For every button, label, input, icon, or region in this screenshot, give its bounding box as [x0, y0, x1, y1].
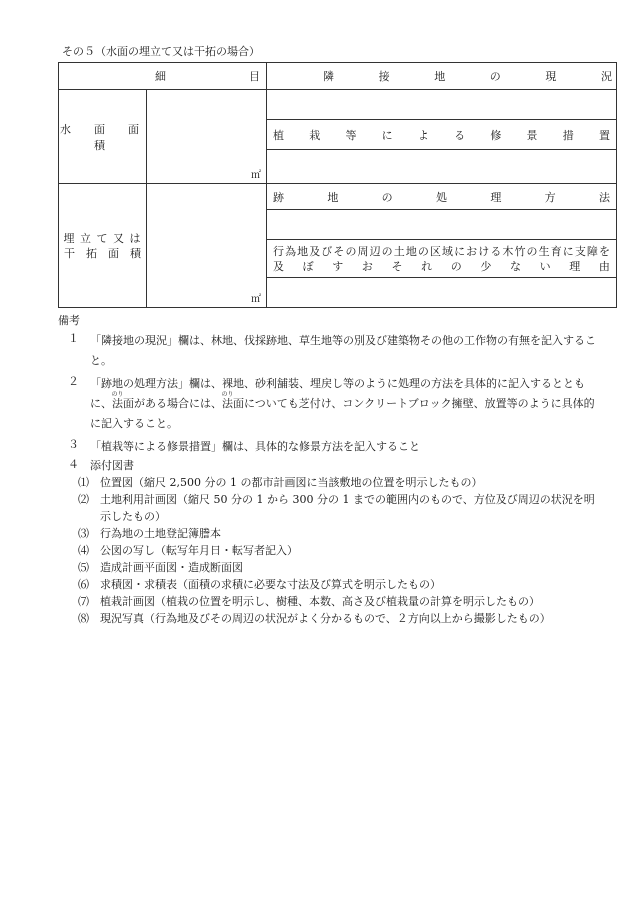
attachment-item — [78, 576, 598, 593]
label-reason-line1: 行為地及びその周辺の土地の区域における木竹の生育に支障を — [273, 244, 610, 258]
attachment-text: 現況写真（行為地及びその周辺の状況がよく分かるもので、２方向以上から撮影したもの） — [100, 612, 551, 625]
header-cell-detail — [59, 63, 267, 90]
label-char: 植 — [273, 128, 284, 142]
attachment-number: ⑵ — [78, 493, 89, 506]
label-char: 及 — [273, 259, 284, 273]
attachment-item — [78, 491, 598, 525]
label-reclaim-area — [59, 184, 147, 308]
header-char: 現 — [545, 70, 557, 83]
label-char: そ — [391, 259, 403, 273]
label-char: お — [361, 259, 373, 273]
attachment-text: 位置図（縮尺 2,500 分の 1 の都市計画図に当該敷地の位置を明示したもの） — [100, 476, 483, 489]
notes-section — [58, 313, 598, 627]
header-char: 接 — [378, 70, 390, 83]
note-text — [90, 374, 598, 434]
note-number: １ — [68, 332, 79, 345]
label-water-area — [59, 90, 162, 184]
label-char: 措 — [562, 128, 574, 142]
label-char: る — [454, 128, 466, 142]
label-char: 法 — [598, 190, 610, 204]
attachment-number: ⑶ — [78, 527, 89, 540]
ruby-nori — [111, 391, 124, 410]
input-adjacent-status[interactable] — [267, 90, 617, 120]
input-disposal-method[interactable] — [267, 210, 617, 240]
label-reclaim-line2: 干 拓 面 積 — [64, 246, 141, 260]
note-item — [68, 331, 598, 371]
attachment-number: ⑹ — [78, 578, 89, 591]
header-char: の — [489, 70, 501, 83]
label-char: な — [510, 259, 521, 273]
label-char: 少 — [480, 259, 492, 273]
attachment-item — [78, 542, 598, 559]
attachment-text: 造成計画平面図・造成断面図 — [100, 561, 243, 574]
label-char: す — [332, 259, 344, 273]
input-water-area[interactable] — [147, 90, 267, 184]
input-reclaim-area[interactable] — [147, 184, 267, 308]
attachment-text: 行為地の土地登記簿謄本 — [100, 527, 221, 540]
attachment-item — [78, 559, 598, 576]
ruby-nori — [221, 391, 234, 410]
label-char: に — [381, 128, 393, 142]
note-item — [68, 437, 598, 457]
label-reclaim-line1: 埋 立 て 又 は — [63, 231, 142, 245]
form-table — [58, 62, 617, 308]
label-disposal-method — [267, 184, 617, 210]
ruby-base: 法 — [111, 397, 124, 410]
label-water-area-text: 水 面 面 積 — [60, 122, 162, 152]
label-char: 跡 — [273, 190, 284, 204]
label-low-risk-reason — [267, 240, 617, 278]
attachment-item — [78, 610, 598, 627]
label-char: 方 — [544, 190, 556, 204]
unit-sqm: ㎡ — [251, 294, 261, 305]
unit-sqm: ㎡ — [251, 170, 261, 181]
label-char: 等 — [345, 128, 357, 142]
attachment-number: ⑷ — [78, 544, 89, 557]
note-number: ４ — [68, 458, 79, 471]
attachment-text: 土地利用計画図（縮尺 50 分の 1 から 300 分の 1 までの範囲内のもので、方位及び周辺の状況を明示したもの） — [100, 493, 595, 523]
note-text: 「隣接地の現況」欄は、林地、伐採跡地、草生地等の別及び建築物その他の工作物の有無を記入すること。 — [90, 334, 596, 367]
note-text-part: 面がある場合には、 — [123, 397, 222, 410]
attachment-item — [78, 593, 598, 610]
label-char: 理 — [490, 190, 502, 204]
label-char: ぼ — [302, 259, 314, 273]
label-char: 地 — [327, 190, 339, 204]
attachment-number: ⑺ — [78, 595, 89, 608]
note-item — [68, 374, 598, 434]
label-char: 置 — [598, 128, 610, 142]
label-char: の — [450, 259, 462, 273]
attachment-number: ⑸ — [78, 561, 89, 574]
header-label-2: 目 — [249, 70, 260, 83]
input-low-risk-reason[interactable] — [267, 278, 617, 308]
label-char: 修 — [490, 128, 502, 142]
note-text-part: 「跡地の処理方法」欄は、裸地、砂利舗装、埋戻し等のように処理の方法を具体的に記入するとともに、 — [90, 377, 585, 410]
note-number: ２ — [68, 375, 79, 388]
label-char: よ — [417, 128, 429, 142]
attachment-text: 公図の写し（転写年月日・転写者記入） — [100, 544, 298, 557]
label-landscape-measure — [267, 120, 617, 150]
label-char: い — [539, 259, 551, 273]
note-number: ３ — [68, 438, 79, 451]
label-char: 理 — [569, 259, 581, 273]
attachment-item — [78, 525, 598, 542]
ruby-reading: のり — [111, 391, 124, 398]
note-text: 「植栽等による修景措置」欄は、具体的な修景方法を記入すること — [90, 440, 420, 453]
ruby-base: 法 — [221, 397, 234, 410]
header-char: 況 — [600, 70, 612, 83]
note-text-part: 面についても芝付け、コンクリートブロック擁壁、放置等のように具体的に記入すること。 — [90, 397, 595, 430]
notes-header: 備考 — [58, 314, 80, 327]
label-char: の — [381, 190, 393, 204]
attachment-item — [78, 474, 598, 491]
attachment-text: 植栽計画図（植栽の位置を明示し、樹種、本数、高さ及び植栽量の計算を明示したもの） — [100, 595, 540, 608]
header-char: 地 — [434, 70, 446, 83]
note-text: 添付図書 — [90, 459, 134, 472]
ruby-reading: のり — [221, 391, 234, 398]
header-label-1: 細 — [155, 70, 166, 83]
attachment-text: 求積図・求積表（面積の求積に必要な寸法及び算式を明示したもの） — [100, 578, 441, 591]
note-item — [68, 457, 598, 474]
label-char: 景 — [526, 128, 538, 142]
input-landscape-measure[interactable] — [267, 150, 617, 184]
attachment-number: ⑴ — [78, 476, 89, 489]
label-char: 栽 — [309, 128, 321, 142]
label-char: 由 — [598, 259, 610, 273]
header-char: 隣 — [323, 70, 334, 83]
form-caption: その５（水面の埋立て又は干拓の場合） — [62, 45, 260, 58]
header-cell-adjacent — [267, 63, 617, 90]
label-char: れ — [421, 259, 433, 273]
label-char: 処 — [435, 190, 447, 204]
attachment-number: ⑻ — [78, 612, 89, 625]
